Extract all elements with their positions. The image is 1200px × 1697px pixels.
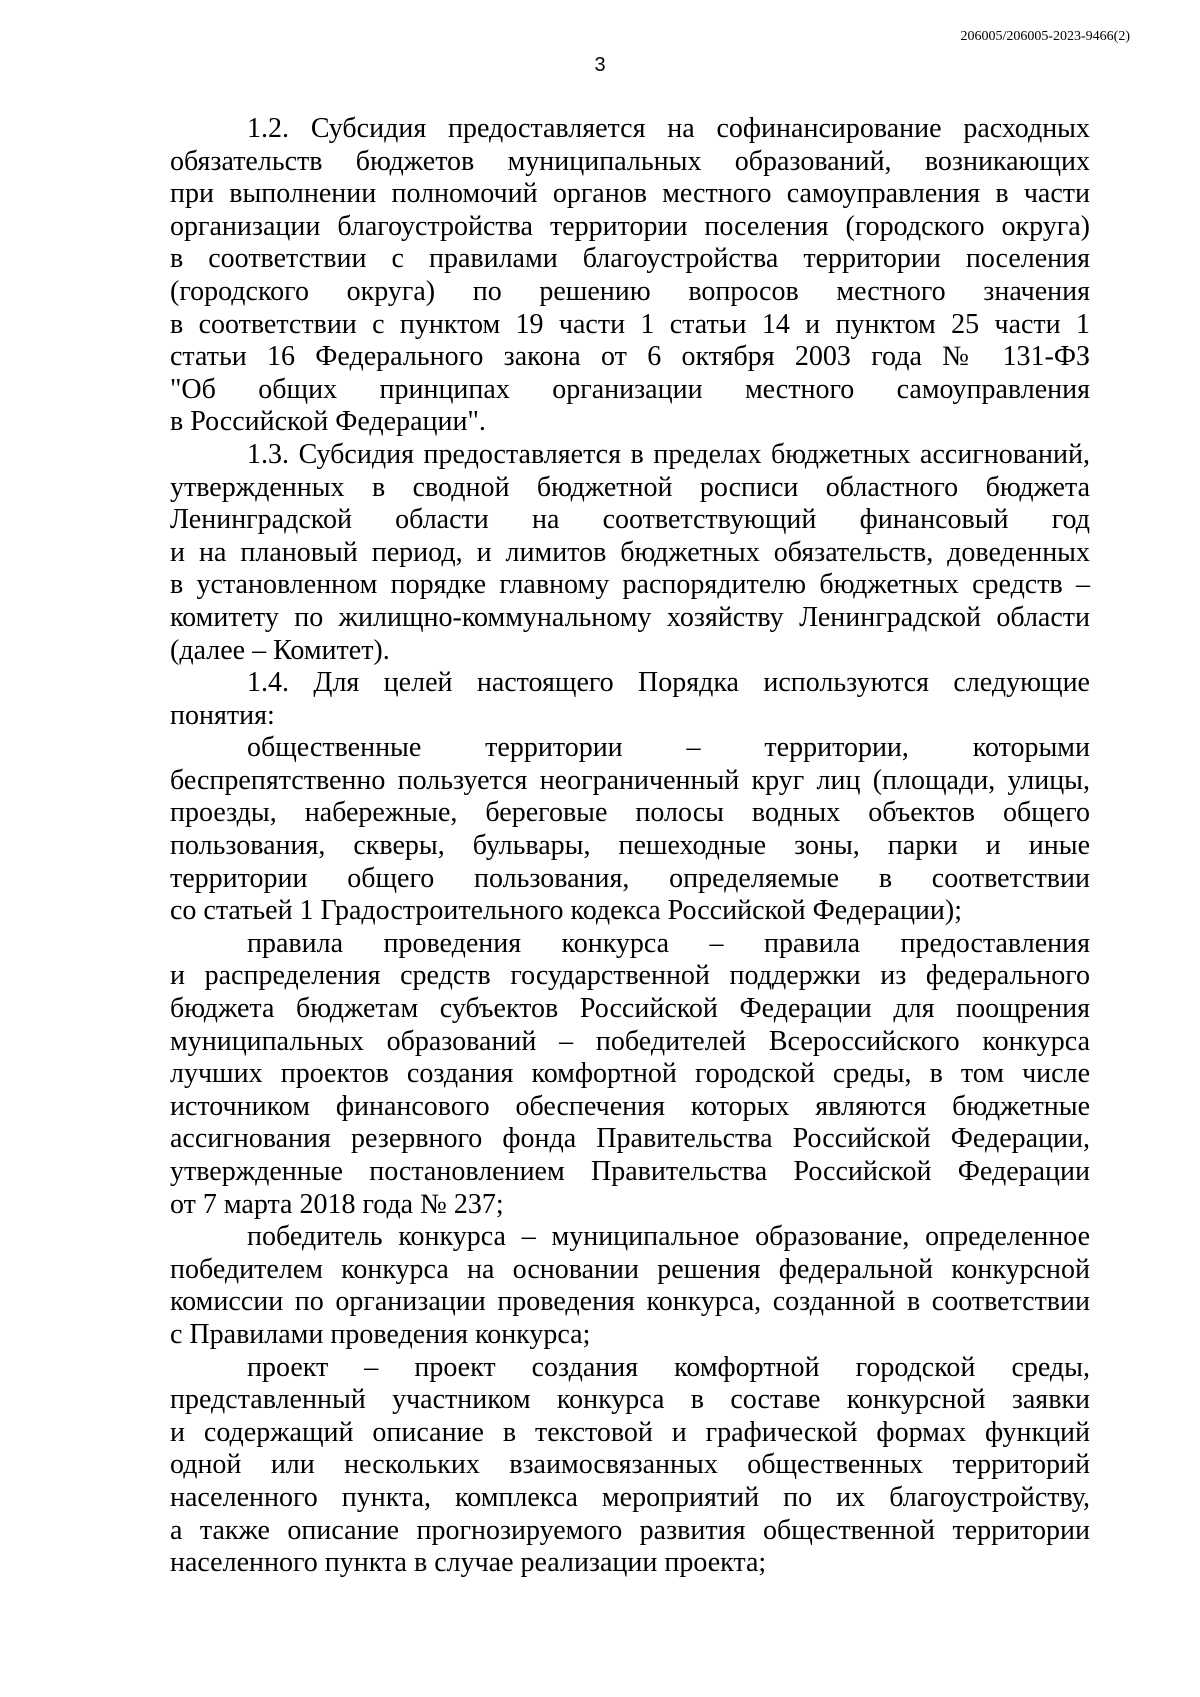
- definition-contest-winner: [170, 1221, 1090, 1351]
- text-line: обязательств бюджетов муниципальных образований, возникающих: [170, 145, 1090, 177]
- text-line: одной или нескольких взаимосвязанных общественных территорий: [170, 1449, 1090, 1481]
- text-line: в соответствии с пунктом 19 части 1 статьи 14 и пунктом 25 части 1: [170, 308, 1090, 340]
- text-line: беспрепятственно пользуется неограниченный круг лиц (площади, улицы,: [170, 764, 1090, 796]
- text-line: и на плановый период, и лимитов бюджетных обязательств, доведенных: [170, 536, 1090, 568]
- document-body: [170, 113, 1090, 1580]
- text-line: правила проведения конкурса – правила предоставления: [247, 927, 1090, 959]
- text-line: комитету по жилищно-коммунальному хозяйству Ленинградской области: [170, 601, 1090, 633]
- text-line: победитель конкурса – муниципальное образование, определенное: [247, 1221, 1090, 1253]
- text-line: населенного пункта, комплекса мероприятий по их благоустройству,: [170, 1481, 1090, 1513]
- text-line: лучших проектов создания комфортной городской среды, в том числе: [170, 1058, 1090, 1090]
- text-line: бюджета бюджетам субъектов Российской Федерации для поощрения: [170, 993, 1090, 1025]
- document-id: 206005/206005-2023-9466(2): [960, 29, 1130, 44]
- text-line: комиссии по организации проведения конкурса, созданной в соответствии: [170, 1286, 1090, 1318]
- paragraph-1-2: [170, 113, 1090, 439]
- text-line: в Российской Федерации".: [170, 406, 486, 438]
- definition-contest-rules: [170, 928, 1090, 1221]
- definition-project: [170, 1352, 1090, 1580]
- text-line: пользования, скверы, бульвары, пешеходные зоны, парки и иные: [170, 830, 1090, 862]
- paragraph-1-3: [170, 439, 1090, 667]
- text-line: с Правилами проведения конкурса;: [170, 1318, 591, 1350]
- text-line: 1.2. Субсидия предоставляется на софинансирование расходных: [247, 113, 1090, 144]
- text-line: источником финансового обеспечения которых являются бюджетные: [170, 1090, 1090, 1122]
- text-line: и распределения средств государственной поддержки из федерального: [170, 960, 1090, 992]
- text-line: территории общего пользования, определяемые в соответствии: [170, 862, 1090, 894]
- text-line: при выполнении полномочий органов местного самоуправления в части: [170, 178, 1090, 210]
- page-number: 3: [594, 54, 606, 76]
- text-line: в установленном порядке главному распорядителю бюджетных средств –: [170, 569, 1090, 601]
- text-line: утвержденные постановлением Правительства Российской Федерации: [170, 1156, 1090, 1187]
- text-line: от 7 марта 2018 года № 237;: [170, 1188, 504, 1220]
- text-line: победителем конкурса на основании решения федеральной конкурсной: [170, 1253, 1090, 1285]
- definition-public-territories: [170, 732, 1090, 928]
- text-line: утвержденных в сводной бюджетной росписи областного бюджета: [170, 471, 1090, 503]
- text-line: "Об общих принципах организации местного самоуправления: [170, 373, 1090, 405]
- text-line: понятия:: [170, 699, 275, 731]
- text-line: статьи 16 Федерального закона от 6 октября 2003 года № 131-ФЗ: [170, 341, 1090, 373]
- text-line: проект – проект создания комфортной городской среды,: [247, 1351, 1090, 1383]
- text-line: 1.4. Для целей настоящего Порядка используются следующие: [247, 667, 1090, 699]
- text-line: а также описание прогнозируемого развития общественной территории: [170, 1514, 1090, 1546]
- paragraph-1-4: [170, 667, 1090, 732]
- text-line: населенного пункта в случае реализации проекта;: [170, 1547, 767, 1579]
- text-line: (далее – Комитет).: [170, 634, 390, 666]
- text-line: 1.3. Субсидия предоставляется в пределах бюджетных ассигнований,: [247, 438, 1090, 470]
- text-line: муниципальных образований – победителей Всероссийского конкурса: [170, 1025, 1090, 1057]
- text-line: представленный участником конкурса в составе конкурсной заявки: [170, 1384, 1090, 1416]
- text-line: и содержащий описание в текстовой и графической формах функций: [170, 1416, 1090, 1448]
- text-line: в соответствии с правилами благоустройства территории поселения: [170, 243, 1090, 275]
- text-line: организации благоустройства территории поселения (городского округа): [170, 210, 1090, 242]
- text-line: общественные территории – территории, которыми: [247, 732, 1090, 764]
- text-line: проезды, набережные, береговые полосы водных объектов общего: [170, 797, 1090, 829]
- text-line: (городского округа) по решению вопросов местного значения: [170, 275, 1090, 307]
- text-line: ассигнования резервного фонда Правительства Российской Федерации,: [170, 1123, 1090, 1155]
- text-line: со статьей 1 Градостроительного кодекса Российской Федерации);: [170, 895, 962, 927]
- text-line: Ленинградской области на соответствующий финансовый год: [170, 504, 1090, 536]
